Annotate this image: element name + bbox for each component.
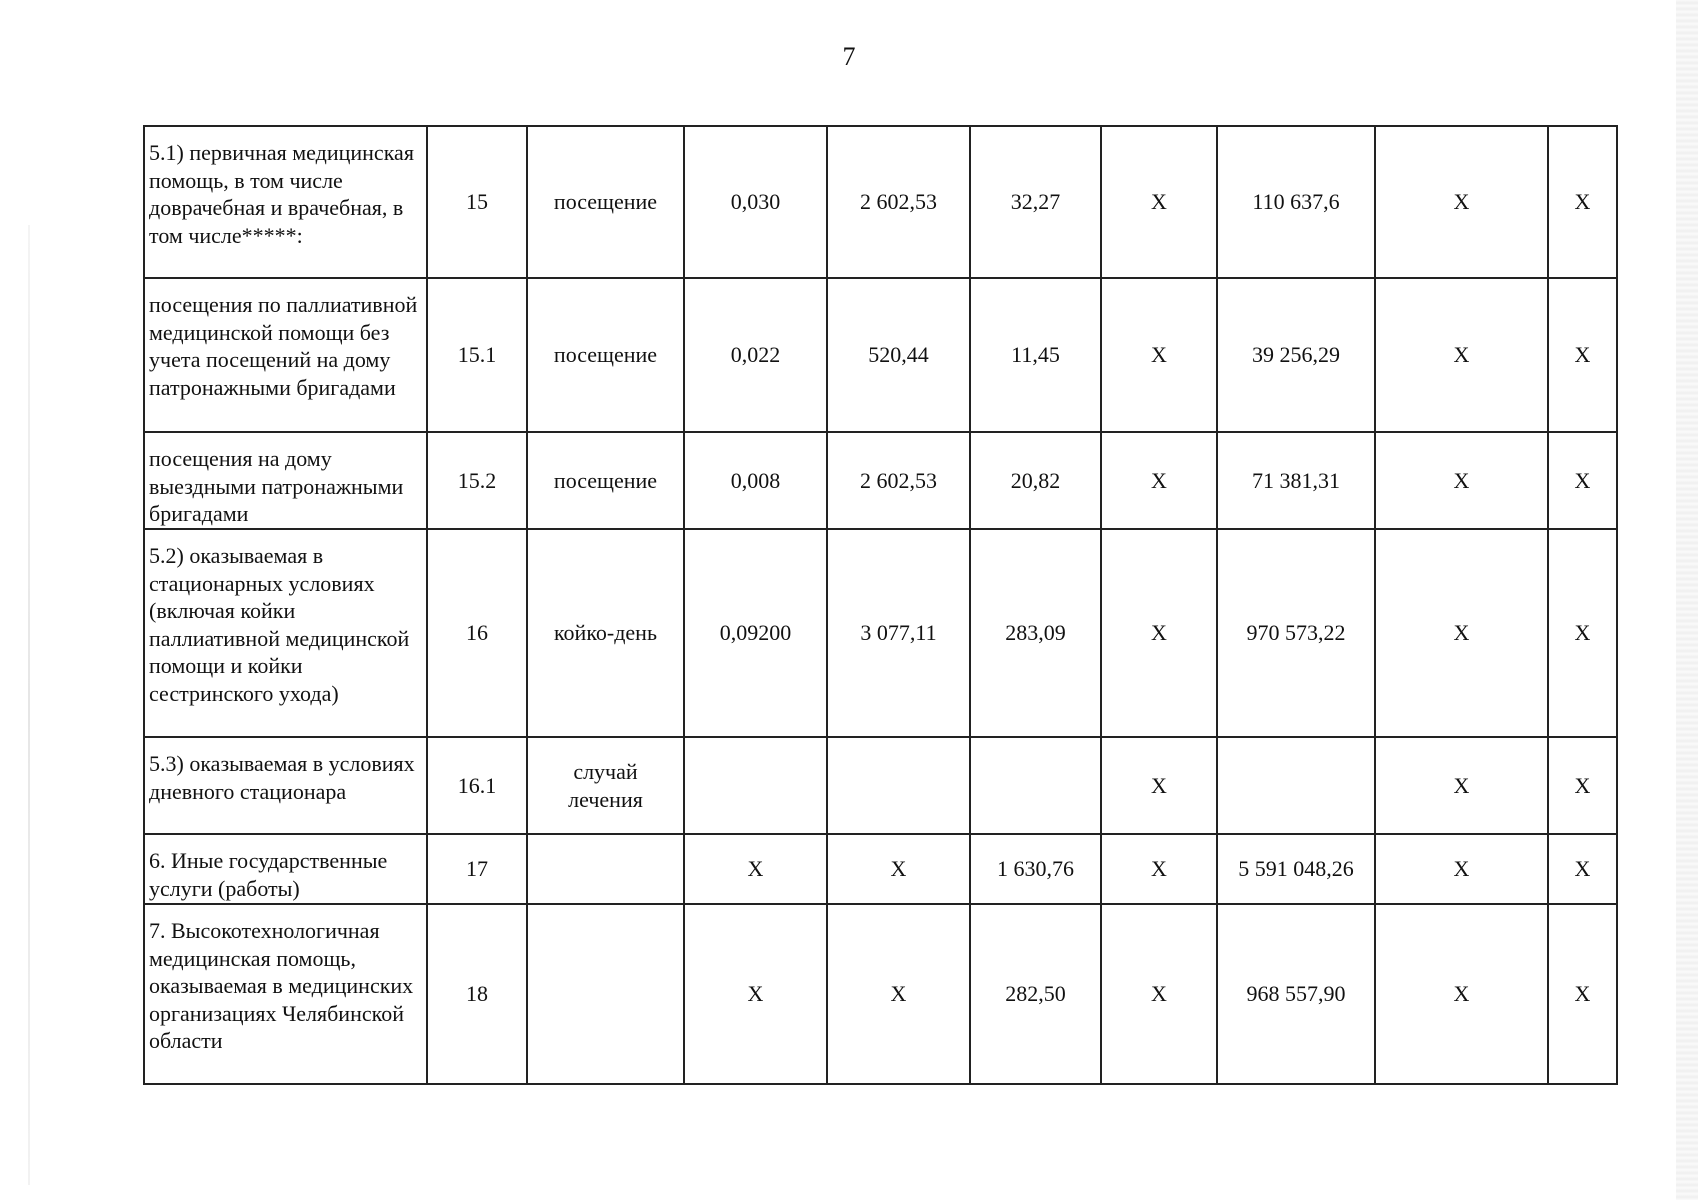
table-row [144,737,1617,834]
cell-col9: X [1375,529,1548,737]
row-number: 16 [427,529,527,737]
row-label: 6. Иные государственные услуги (работы) [144,834,427,904]
cell-col10: X [1548,126,1617,278]
page-number: 7 [842,42,856,71]
cell-col7: X [1101,432,1217,529]
cell-col6: 1 630,76 [970,834,1101,904]
cell-col4: 0,030 [684,126,827,278]
row-label: 5.2) оказываемая в стационарных условиях (включая койки паллиативной медицинской помощи и койки сестринского ухода) [144,529,427,737]
cell-col5: 520,44 [827,278,970,432]
cell-col9: X [1375,432,1548,529]
scan-edge-right [1676,0,1698,1200]
cell-col10: X [1548,278,1617,432]
unit-cell [527,904,684,1084]
cell-col8: 968 557,90 [1217,904,1375,1084]
cell-col10: X [1548,432,1617,529]
cell-col9: X [1375,737,1548,834]
scan-edge-left [28,225,30,1185]
cell-col10: X [1548,904,1617,1084]
table-row [144,278,1617,432]
cell-col10: X [1548,834,1617,904]
cell-col4: 0,022 [684,278,827,432]
row-label: 7. Высокотехнологичная медицинская помощь, оказываемая в медицинских организациях Челябинской области [144,904,427,1084]
row-label: 5.1) первичная медицинская помощь, в том числе доврачебная и врачебная, в том числе*****: [144,126,427,278]
unit-cell: посещение [527,432,684,529]
unit-cell: посещение [527,278,684,432]
cell-col8: 5 591 048,26 [1217,834,1375,904]
cell-col5: 2 602,53 [827,432,970,529]
cell-col6: 20,82 [970,432,1101,529]
cell-col7: X [1101,737,1217,834]
cell-col4 [684,737,827,834]
cell-col7: X [1101,278,1217,432]
row-number: 15.1 [427,278,527,432]
row-label: посещения на дому выездными патронажными бригадами [144,432,427,529]
cell-col10: X [1548,737,1617,834]
table-row [144,529,1617,737]
cell-col4: X [684,834,827,904]
cell-col5: X [827,904,970,1084]
table-row [144,126,1617,278]
cell-col4: X [684,904,827,1084]
cell-col7: X [1101,834,1217,904]
cell-col7: X [1101,126,1217,278]
cell-col6 [970,737,1101,834]
unit-cell: случай лечения [527,737,684,834]
cell-col5: X [827,834,970,904]
cell-col6: 11,45 [970,278,1101,432]
cell-col6: 283,09 [970,529,1101,737]
row-number: 15 [427,126,527,278]
cell-col5: 2 602,53 [827,126,970,278]
cell-col8: 39 256,29 [1217,278,1375,432]
unit-cell [527,834,684,904]
cell-col6: 32,27 [970,126,1101,278]
cell-col5 [827,737,970,834]
cell-col8: 970 573,22 [1217,529,1375,737]
cell-col9: X [1375,278,1548,432]
unit-cell: койко-день [527,529,684,737]
table-row [144,904,1617,1084]
cell-col10: X [1548,529,1617,737]
cell-col4: 0,008 [684,432,827,529]
cell-col5: 3 077,11 [827,529,970,737]
cell-col9: X [1375,904,1548,1084]
row-label: 5.3) оказываемая в условиях дневного стационара [144,737,427,834]
unit-cell: посещение [527,126,684,278]
row-number: 17 [427,834,527,904]
cell-col4: 0,09200 [684,529,827,737]
data-table [143,125,1618,1085]
cell-col8 [1217,737,1375,834]
table-row [144,834,1617,904]
row-number: 15.2 [427,432,527,529]
row-number: 16.1 [427,737,527,834]
table-row [144,432,1617,529]
row-number: 18 [427,904,527,1084]
row-label: посещения по паллиативной медицинской помощи без учета посещений на дому патронажными бригадами [144,278,427,432]
cell-col9: X [1375,834,1548,904]
cell-col8: 110 637,6 [1217,126,1375,278]
cell-col9: X [1375,126,1548,278]
cell-col7: X [1101,904,1217,1084]
cell-col7: X [1101,529,1217,737]
cell-col6: 282,50 [970,904,1101,1084]
cell-col8: 71 381,31 [1217,432,1375,529]
